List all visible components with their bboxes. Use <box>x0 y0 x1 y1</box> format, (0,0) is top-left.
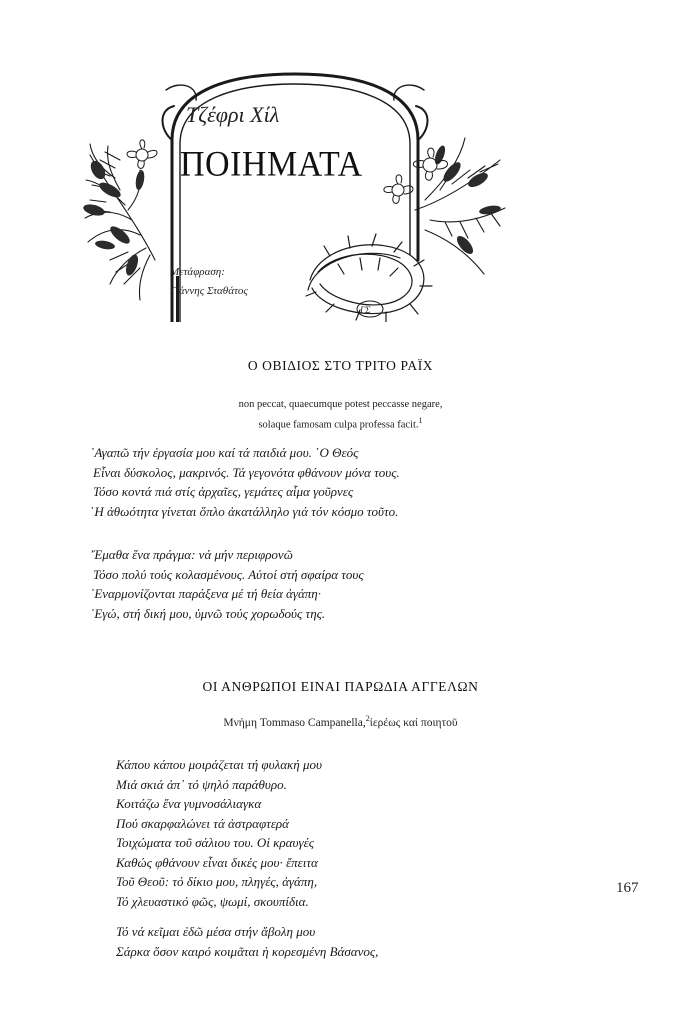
dedication-prefix: Μνήμη Tommaso Campanella, <box>223 716 366 729</box>
verse-line: ᾿Εγώ, στή δική μου, ὑμνῶ τούς χορωδούς της. <box>90 605 326 621</box>
verse-line: Πού σκαρφαλώνει τά ἀστραφτερά <box>116 815 289 831</box>
left-flower-illustration <box>127 140 157 169</box>
epigraph-line-2-text: solaque famosam culpa professa facit. <box>258 419 419 431</box>
monogram-text: ΓΣ <box>360 305 371 315</box>
title-vignette <box>80 60 510 322</box>
page-number: 167 <box>616 880 639 896</box>
verse-line: Τοιχώματα τοῦ σάλιου του. Οἱ κραυγές <box>116 835 314 850</box>
translator-name: Γιάννης Σταθάτος <box>170 285 248 297</box>
dedication-suffix: ἱερέως καί ποιητοῦ <box>369 716 458 729</box>
poem1-stanza-2 <box>90 545 364 623</box>
poem2-dedication <box>0 714 681 729</box>
author-name: Τζέφρι Χίλ <box>186 102 280 127</box>
verse-line: ᾿Εναρμονίζονται παράξενα μέ τή θεία ἀγάπη· <box>90 586 321 601</box>
verse-line: Κάπου κάπου μοιράζεται τή φυλακή μου <box>116 757 322 772</box>
poem2-stanza-1 <box>116 755 322 911</box>
verse-line: Σάρκα ὅσον καιρό κοιμᾶται ἡ κορεσμένη Βάσανος, <box>116 943 379 959</box>
verse-line: Κοιτάζω ἕνα γυμνοσάλιαγκα <box>116 796 262 811</box>
verse-line: Τοῦ Θεοῦ: τό δίκιο μου, πληγές, ἀγάπη, <box>116 874 318 889</box>
verse-line: ᾿Αγαπῶ τήν ἐργασία μου καί τά παιδιά μου. ῾Ο Θεός <box>90 445 359 460</box>
poem1-stanza-1 <box>90 443 400 521</box>
verse-line: Τόσο πολύ τούς κολασμένους. Αὐτοί στή σφαίρα τους <box>93 566 364 582</box>
footnote-marker-2: 2 <box>365 714 370 723</box>
verse-line: Τό νά κεῖμαι ἐδῶ μέσα στήν ἄβολη μου <box>116 924 316 939</box>
verse-line: ῾Η ἀθωότητα γίνεται ὅπλο ἀκατάλληλο γιά τόν κόσμο τοῦτο. <box>90 503 399 519</box>
verse-line: Μιά σκιά ἀπ᾿ τό ψηλό παράθυρο. <box>116 776 287 792</box>
poem2-stanza-2 <box>116 922 378 961</box>
verse-line: ῎Εμαθα ἕνα πράγμα: νά μήν περιφρονῶ <box>90 547 293 562</box>
epigraph-line-1: non peccat, quaecumque potest peccasse negare, <box>238 399 443 410</box>
book-title: ΠΟΙΗΜΑΤΑ <box>180 145 363 184</box>
poem2-title: ΟΙ ΑΝΘΡΩΠΟΙ ΕΙΝΑΙ ΠΑΡΩΔΙΑ ΑΓΓΕΛΩΝ <box>202 679 479 694</box>
translation-label: Μετάφραση: <box>170 266 225 278</box>
verse-line: Τό χλευαστικό φῶς, ψωμί, σκουπίδια. <box>116 893 309 909</box>
footnote-marker-1: 1 <box>418 416 423 425</box>
poem1-epigraph <box>0 397 681 434</box>
verse-line: Τόσο κοντά πιά στίς ἀρχαῖες, γεμάτες αἷμα γοῦρνες <box>93 484 354 499</box>
translation-credit <box>170 263 248 301</box>
artist-monogram <box>357 301 383 317</box>
poem1-title: Ο ΟΒΙΔΙΟΣ ΣΤΟ ΤΡΙΤΟ ΡΑΪΧ <box>247 358 434 373</box>
verse-line: Καθώς φθάνουν εἶναι δικές μου· ἔπειτα <box>116 854 318 870</box>
verse-line: Εἶναι δύσκολος, μακρινός. Τά γεγονότα φθάνουν μόνα τους. <box>93 464 400 480</box>
epigraph-line-2 <box>0 413 681 434</box>
